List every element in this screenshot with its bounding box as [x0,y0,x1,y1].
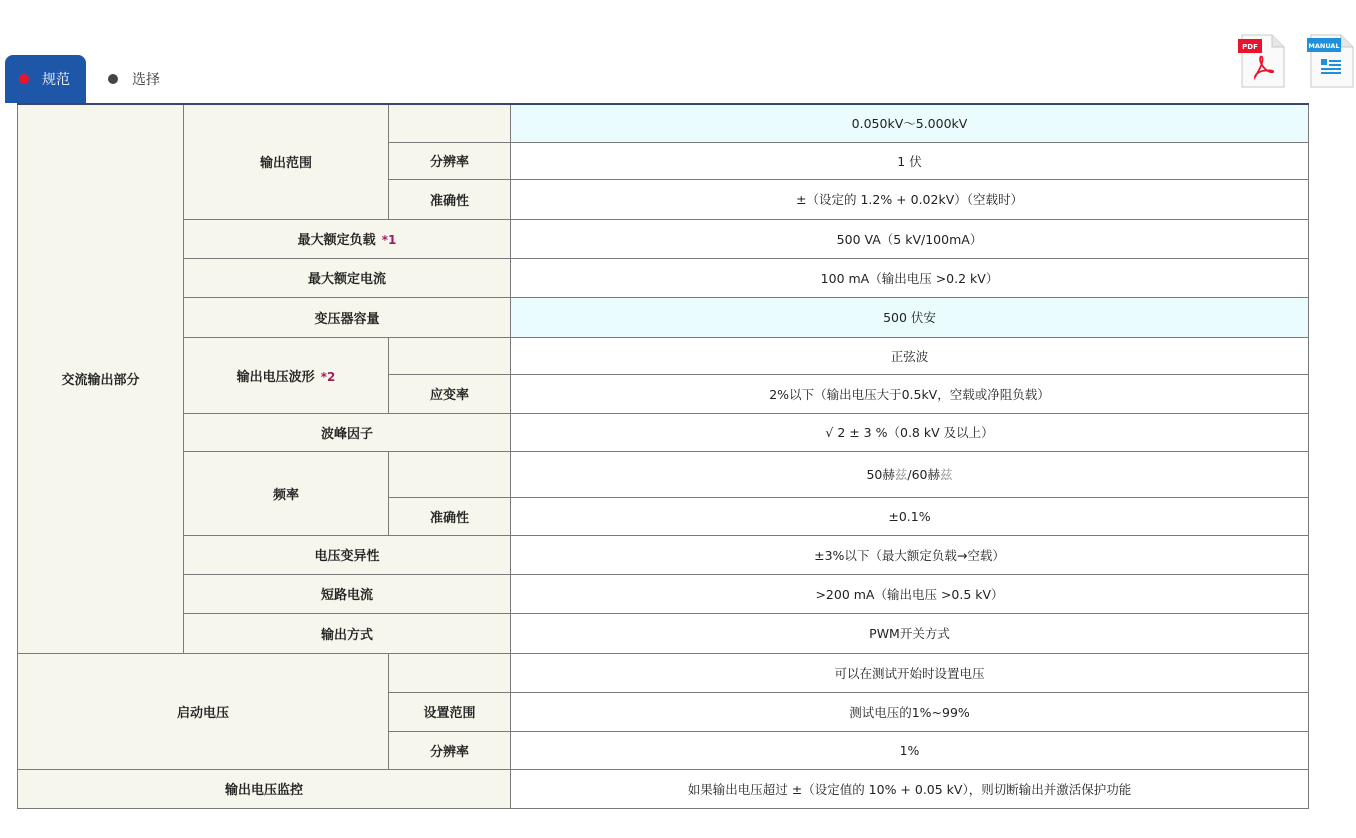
footnote-marker: *2 [320,369,336,384]
table-row [18,219,1309,258]
accuracy-value: ±（设定的 1.2% + 0.02kV）（空载时） [511,179,1309,219]
output-range-label: 输出范围 [184,104,389,219]
frequency-value: 50赫兹/60赫兹 [511,451,1309,497]
table-row [18,535,1309,574]
crest-factor-label: 波峰因子 [184,413,511,451]
specification-table [17,103,1309,809]
transformer-value: 500 伏安 [511,297,1309,337]
output-range-value: 0.050kV～5.000kV [511,104,1309,142]
waveform-value: 正弦波 [511,337,1309,374]
table-row [18,451,1309,497]
crest-factor-value: √ 2 ± 3 %（0.8 kV 及以上） [511,413,1309,451]
frequency-label: 频率 [184,451,389,535]
empty-sublabel [389,337,511,374]
distortion-value: 2%以下（输出电压大于0.5kV，空载或净阻负载） [511,374,1309,413]
table-row [18,258,1309,297]
setting-range-value: 测试电压的1%~99% [511,692,1309,731]
table-row [18,104,1309,142]
table-row [18,297,1309,337]
table-row [18,769,1309,808]
voltage-monitor-value: 如果输出电压超过 ±（设定值的 10% + 0.05 kV），则切断输出并激活保护功能 [511,769,1309,808]
start-resolution-label: 分辨率 [389,731,511,769]
ac-output-section-label: 交流输出部分 [18,104,184,653]
max-current-value: 100 mA（输出电压 >0.2 kV） [511,258,1309,297]
regulation-value: ±3%以下（最大额定负载→空载） [511,535,1309,574]
tab-options[interactable] [86,55,174,103]
accuracy-label: 准确性 [389,179,511,219]
waveform-label: 输出电压波形 *2 [184,337,389,413]
active-dot-icon [19,74,29,84]
resolution-value: 1 伏 [511,142,1309,179]
tab-label: 选择 [132,72,160,88]
voltage-monitor-label: 输出电压监控 [18,769,511,808]
empty-sublabel [389,653,511,692]
short-circuit-label: 短路电流 [184,574,511,613]
start-resolution-value: 1% [511,731,1309,769]
short-circuit-value: >200 mA（输出电压 >0.5 kV） [511,574,1309,613]
transformer-label: 变压器容量 [184,297,511,337]
pdf-download-icon[interactable] [1238,33,1286,89]
table-row [18,574,1309,613]
frequency-accuracy-value: ±0.1% [511,497,1309,535]
tab-specification[interactable] [5,55,86,103]
inactive-dot-icon [108,74,118,84]
table-row [18,413,1309,451]
empty-sublabel [389,451,511,497]
pdf-badge-label: PDF [1242,43,1258,51]
start-voltage-label: 启动电压 [18,653,389,769]
start-voltage-value: 可以在测试开始时设置电压 [511,653,1309,692]
table-row [18,653,1309,692]
regulation-label: 电压变异性 [184,535,511,574]
max-load-value: 500 VA（5 kV/100mA） [511,219,1309,258]
table-row [18,613,1309,653]
table-row [18,337,1309,374]
resolution-label: 分辨率 [389,142,511,179]
output-method-value: PWM开关方式 [511,613,1309,653]
max-current-label: 最大额定电流 [184,258,511,297]
spec-tabs [5,55,174,103]
frequency-accuracy-label: 准确性 [389,497,511,535]
manual-download-icon[interactable] [1307,33,1355,89]
footnote-marker: *1 [381,233,397,247]
setting-range-label: 设置范围 [389,692,511,731]
max-load-label: 最大额定负载 *1 [184,219,511,258]
tab-label: 规范 [42,72,70,88]
distortion-label: 应变率 [389,374,511,413]
manual-badge-label: MANUAL [1308,42,1340,50]
empty-sublabel [389,104,511,142]
output-method-label: 输出方式 [184,613,511,653]
